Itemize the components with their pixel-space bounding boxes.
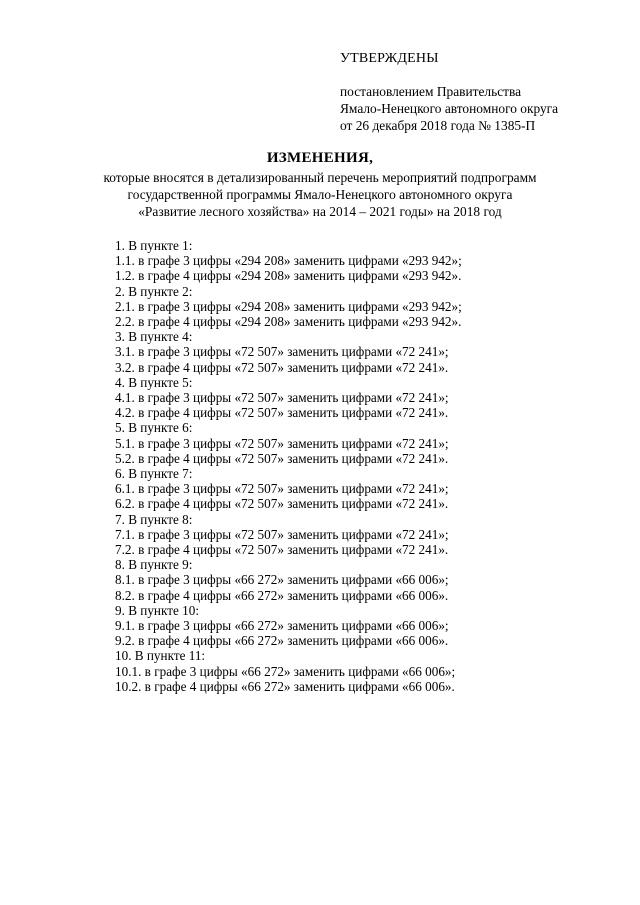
approval-block: [340, 50, 630, 134]
list-item: 4.2. в графе 4 цифры «72 507» заменить цифрами «72 241».: [115, 405, 449, 421]
approval-line: Ямало-Ненецкого автономного округа: [340, 101, 559, 116]
list-item: 1. В пункте 1:: [115, 238, 193, 253]
list-item: 9.1. в графе 3 цифры «66 272» заменить цифрами «66 006»;: [115, 618, 449, 634]
list-item: 1.1. в графе 3 цифры «294 208» заменить цифрами «293 942»;: [115, 253, 462, 269]
list-item: 4. В пункте 5:: [115, 374, 193, 390]
list-item: 10.2. в графе 4 цифры «66 272» заменить цифрами «66 006».: [115, 678, 455, 694]
approval-line: от 26 декабря 2018 года № 1385-П: [340, 118, 536, 133]
list-item: 7. В пункте 8:: [115, 511, 193, 527]
list-item: 5.1. в графе 3 цифры «72 507» заменить цифрами «72 241»;: [115, 435, 449, 451]
list-item: 7.1. в графе 3 цифры «72 507» заменить цифрами «72 241»;: [115, 526, 449, 542]
heading-title: ИЗМЕНЕНИЯ,: [266, 150, 374, 166]
list-item: 2.1. в графе 3 цифры «294 208» заменить цифрами «293 942»;: [115, 298, 462, 314]
list-item: 1.2. в графе 4 цифры «294 208» заменить цифрами «293 942».: [115, 268, 462, 284]
list-item: 5. В пункте 6:: [115, 420, 193, 436]
list-item: 8. В пункте 9:: [115, 557, 193, 573]
list-item: 7.2. в графе 4 цифры «72 507» заменить цифрами «72 241».: [115, 542, 449, 558]
document-heading: [60, 150, 580, 220]
list-item: 9. В пункте 10:: [115, 602, 199, 618]
list-item: 6.2. в графе 4 цифры «72 507» заменить цифрами «72 241».: [115, 496, 449, 512]
list-item: 5.2. в графе 4 цифры «72 507» заменить цифрами «72 241».: [115, 450, 449, 466]
approval-title: УТВЕРЖДЕНЫ: [340, 51, 439, 66]
list-item: 8.1. в графе 3 цифры «66 272» заменить цифрами «66 006»;: [115, 572, 449, 588]
list-item: 6. В пункте 7:: [115, 466, 193, 482]
list-item: 2.2. в графе 4 цифры «294 208» заменить цифрами «293 942».: [115, 314, 462, 330]
list-item: 10.1. в графе 3 цифры «66 272» заменить цифрами «66 006»;: [115, 663, 456, 679]
list-item: 3.1. в графе 3 цифры «72 507» заменить цифрами «72 241»;: [115, 344, 449, 360]
list-item: 3. В пункте 4:: [115, 329, 193, 345]
list-item: 10. В пункте 11:: [115, 648, 206, 664]
list-item: 9.2. в графе 4 цифры «66 272» заменить цифрами «66 006».: [115, 633, 449, 649]
list-item: 6.1. в графе 3 цифры «72 507» заменить цифрами «72 241»;: [115, 481, 449, 497]
list-item: 4.1. в графе 3 цифры «72 507» заменить цифрами «72 241»;: [115, 390, 449, 406]
heading-subtitle-line: государственной программы Ямало-Ненецкого автономного округа: [127, 187, 513, 202]
heading-subtitle-line: «Развитие лесного хозяйства» на 2014 – 2021 годы» на 2018 год: [138, 204, 502, 219]
approval-line: постановлением Правительства: [340, 84, 522, 99]
heading-subtitle-line: которые вносятся в детализированный перечень мероприятий подпрограмм: [103, 170, 537, 185]
amendments-list: [115, 238, 615, 694]
list-item: 3.2. в графе 4 цифры «72 507» заменить цифрами «72 241».: [115, 359, 449, 375]
list-item: 2. В пункте 2:: [115, 283, 193, 299]
list-item: 8.2. в графе 4 цифры «66 272» заменить цифрами «66 006».: [115, 587, 449, 603]
